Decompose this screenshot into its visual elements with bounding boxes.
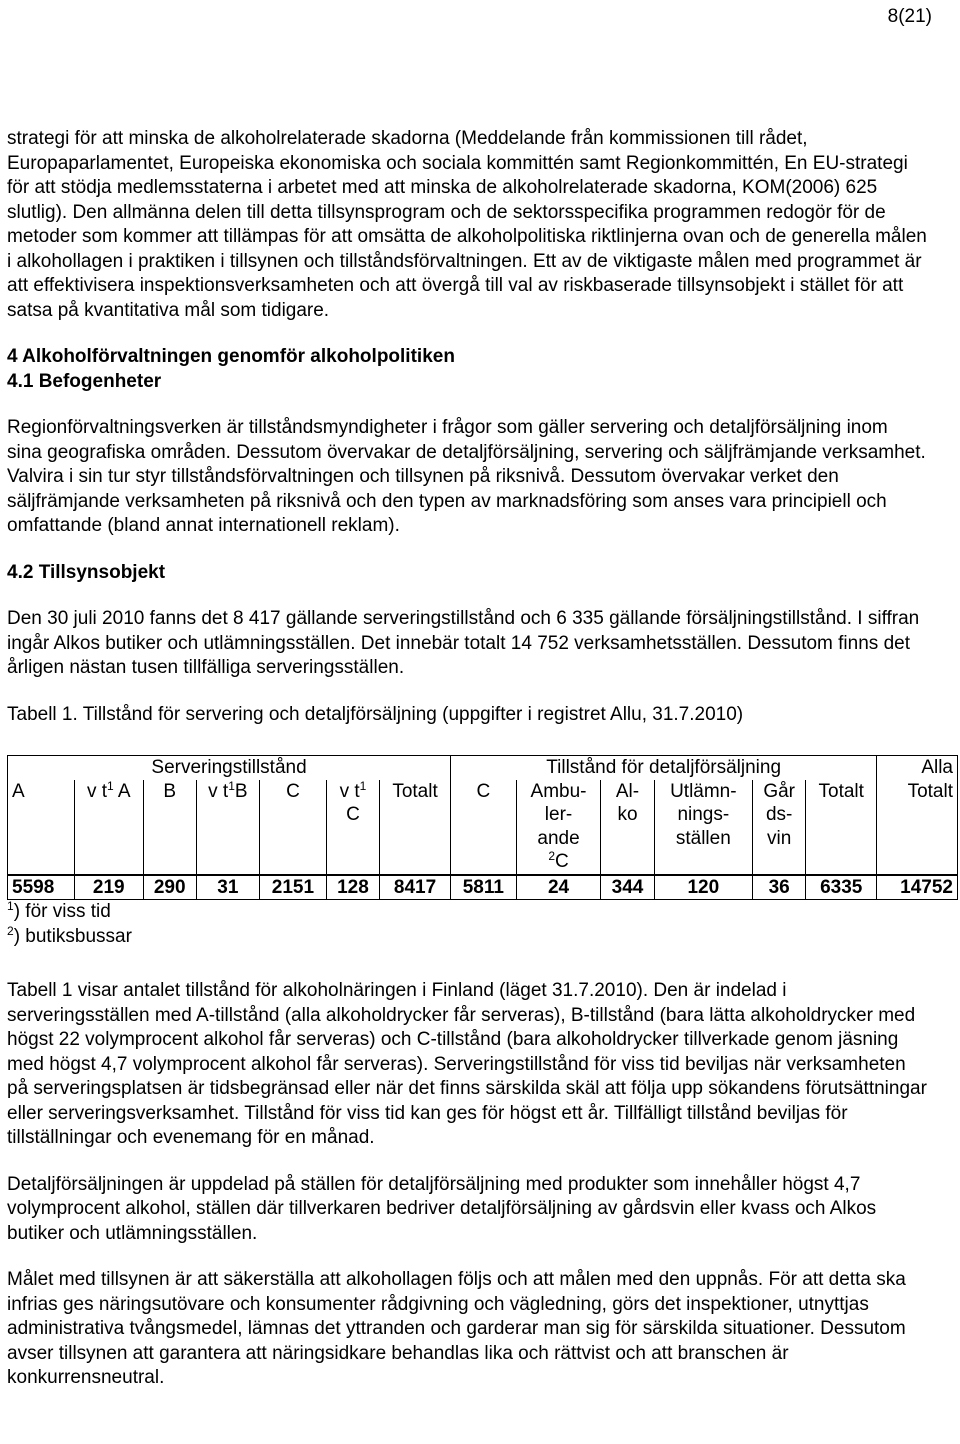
table-totals-row <box>8 875 958 900</box>
col-total-serving: Totalt <box>380 780 451 875</box>
table-cell: 120 <box>654 875 753 900</box>
table-cell: 14752 <box>877 875 958 900</box>
document-body <box>7 127 953 1391</box>
section-heading-4: 4 Alkoholförvaltningen genomför alkoholpolitiken <box>7 346 455 367</box>
table-cell: 31 <box>196 875 259 900</box>
paragraph-strategy: strategi för att minska de alkoholrelaterade skadorna (Meddelande från kommissionen till rådet, Europaparlamentet, Europeiska ekonomiska och sociala kommittén samt Regionkommittén, En EU-strategi för att stödja medlemsstaterna i arbetet med att minska de alkoholrelaterade skadorna, KOM(2006) 625 slutlig). Den allmänna delen till detta tillsynsprogram och de sektorsspecifika programmen redogör för de metoder som kommer att tillämpas för att omsätta de alkoholpolitiska riktlinjerna ovan och de generella målen i alkohollagen i praktiken i tillsynen och tillståndsförvaltningen. Ett av de viktigaste målen med programmet är att effektivisera inspektionsverksamheten och att övergå till val av riskbaserade tillsynsobjekt i stället för att satsa på kvantitativa mål som tidigare. <box>7 128 927 321</box>
col-total-retail: Totalt <box>806 780 877 875</box>
paragraph-retail: Detaljförsäljningen är uppdelad på ställen för detaljförsäljning med produkter som innehåller högst 4,7 volymprocent alkohol, ställen där tillverkaren bedriver detaljförsäljning av gårdsvin eller kvass och Alkos butiker och utlämningsställen. <box>7 1173 877 1244</box>
col-vt-b: v $t^1B$ <box>196 780 259 875</box>
group-serving-permits: Serveringstillstånd <box>8 756 451 780</box>
table-column-header-row <box>8 780 958 875</box>
page-number: 8(21) <box>887 6 932 27</box>
table-caption: Tabell 1. Tillstånd för servering och detaljförsäljning (uppgifter i registret Allu, 31.7.2010) <box>7 703 744 725</box>
table-cell: 344 <box>601 875 654 900</box>
table-cell: 6335 <box>806 875 877 900</box>
paragraph-supervision-objects: Den 30 juli 2010 fanns det 8 417 gällande serveringstillstånd och 6 335 gällande försäljningstillstånd. I siffran ingår Alkos butiker och utlämningsställen. Det innebär totalt 14 752 verksamhetsställen. Dessutom finns det årligen nästan tusen tillfälliga serveringsställen. <box>7 608 920 678</box>
table-cell: 24 <box>516 875 601 900</box>
col-b: B <box>143 780 196 875</box>
section-heading-4-1: 4.1 Befogenheter <box>7 370 162 392</box>
paragraph-supervision-goal: Målet med tillsynen är att säkerställa att alkohollagen följs och att målen med den uppnås. För att detta ska infrias ges näringsutövare och konsumenter rådgivning och vägledning, görs det inspektioner, utnyttjas administrativa tvångsmedel, lämnas det yttranden och garderar man sig för särskilda situationer. Dessutom avser tillsynen att garantera att näringsidkare behandlas lika och rättvist och att branschen är konkurrensneutral. <box>7 1269 906 1388</box>
footnote-2: $^2$) butiksbussar <box>7 923 132 947</box>
permits-table <box>7 755 958 900</box>
col-c: C <box>259 780 326 875</box>
col-total-all: Totalt <box>877 780 958 875</box>
table-cell: 219 <box>74 875 143 900</box>
section-heading-4-2: 4.2 Tillsynsobjekt <box>7 561 166 583</box>
table-cell: 5811 <box>451 875 517 900</box>
col-utlamningsstallen: Utlämn- nings- ställen <box>654 780 753 875</box>
table-cell: 8417 <box>380 875 451 900</box>
footnote-1: $^1$) för viss tid <box>7 899 111 922</box>
table-cell: 2151 <box>259 875 326 900</box>
col-retail-c: C <box>451 780 517 875</box>
table-group-header-row <box>8 756 958 780</box>
group-retail-permits: Tillstånd för detaljförsäljning <box>451 756 877 780</box>
col-vt-a: v $t^1$ A <box>74 780 143 875</box>
col-gardsvin: Går ds- vin <box>753 780 806 875</box>
table-cell: 128 <box>326 875 379 900</box>
col-a: A <box>8 780 75 875</box>
paragraph-authority: Regionförvaltningsverken är tillståndsmyndigheter i frågor som gäller servering och detaljförsäljning inom sina geografiska områden. Dessutom övervakar de detaljförsäljning, servering och säljfrämjande verksamhet. Valvira i sin tur styr tillståndsförvaltningen och tillsynen på riksnivå. Dessutom övervakar verket den säljfrämjande verksamheten på riksnivå och den typen av marknadsföring som anses vara principiell och omfattande (bland annat internationell reklam). <box>7 417 926 536</box>
col-alko: Al- ko <box>601 780 654 875</box>
group-all: Alla <box>877 756 958 780</box>
col-vt-c: v $t^1$ C <box>326 780 379 875</box>
paragraph-table-explanation: Tabell 1 visar antalet tillstånd för alkoholnäringen i Finland (läget 31.7.2010). Den är indelad i serveringsställen med A-tillstånd (alla alkoholdrycker får serveras), B-tillstånd (bara lätta alkoholdrycker med högst 22 volymprocent alkohol får serveras) och C-tillstånd (bara alkoholdrycker tillverkade genom jäsning med högst 4,7 volymprocent alkohol får serveras). Serveringstillstånd för viss tid beviljas när verksamheten på serveringsplatsen är tidsbegränsad eller när det finns särskilda skäl att följa upp sökandens förutsättningar eller serveringsverksamhet. Tillstånd för viss tid kan ges för högst ett år. Tillfälligt tillstånd beviljas för tillställningar och evenemang för en månad. <box>7 980 927 1148</box>
table-cell: 36 <box>753 875 806 900</box>
table-cell: 5598 <box>8 875 75 900</box>
col-ambulerande-c: Ambu- ler- ande $^2$C <box>516 780 601 875</box>
table-cell: 290 <box>143 875 196 900</box>
